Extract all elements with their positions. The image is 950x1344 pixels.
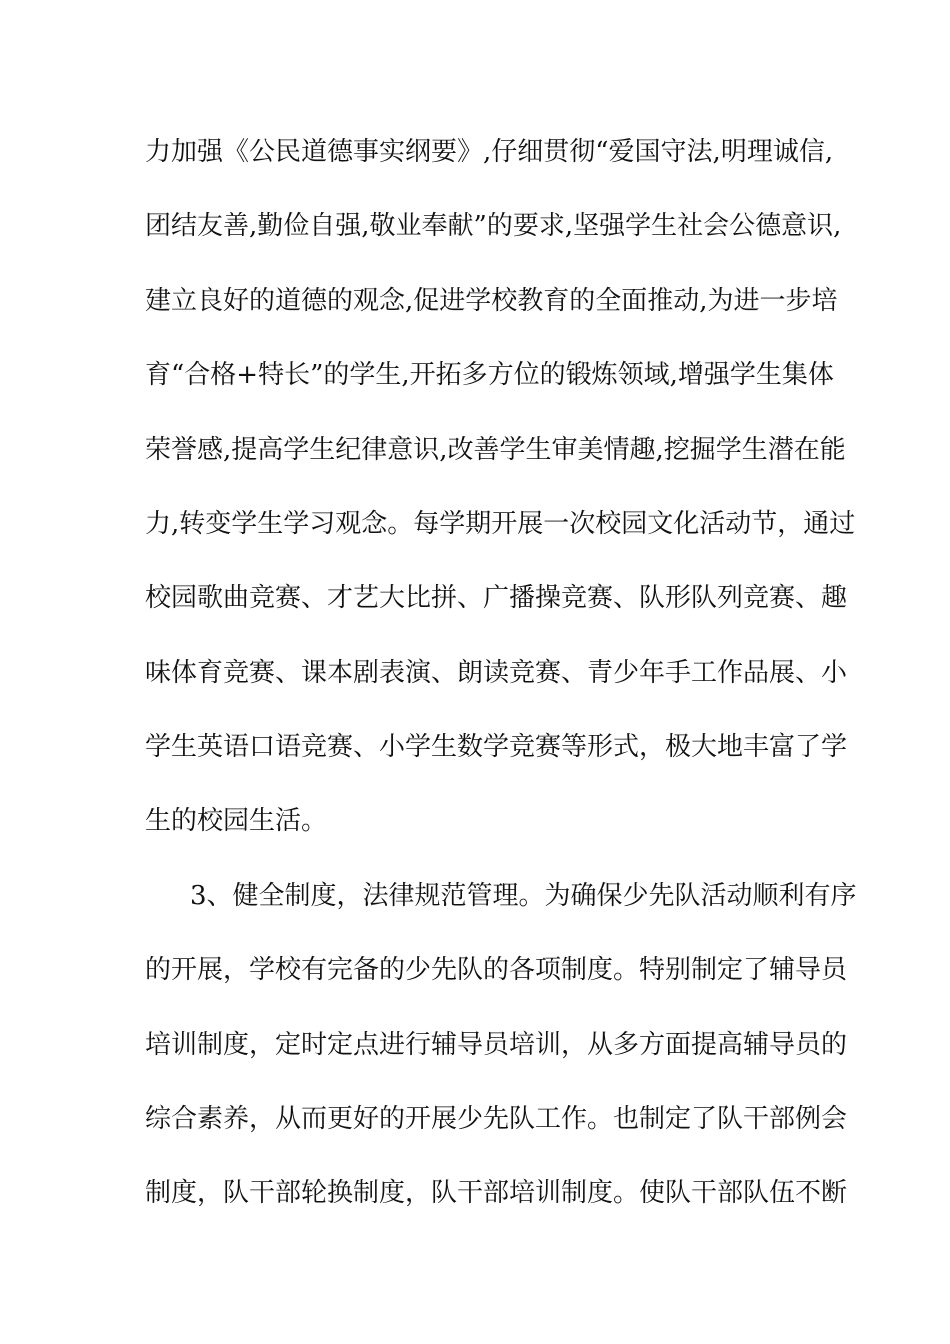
paragraph-1-line-9: 学生英语口语竞赛、小学生数学竞赛等形式，极大地丰富了学	[145, 732, 848, 762]
paragraph-2-line-5: 制度，队干部轮换制度，队干部培训制度。使队干部队伍不断	[145, 1178, 848, 1208]
paragraph-1-line-5: 荣誉感,提高学生纪律意识,改善学生审美情趣,挖掘学生潜在能	[145, 435, 846, 465]
paragraph-1-line-8: 味体育竞赛、课本剧表演、朗读竞赛、青少年手工作品展、小	[145, 658, 848, 688]
paragraph-1-line-2: 团结友善,勤俭自强,敬业奉献”的要求,坚强学生社会公德意识,	[145, 211, 842, 241]
paragraph-2-line-2: 的开展，学校有完备的少先队的各项制度。特别制定了辅导员	[145, 955, 848, 985]
paragraph-1-line-10: 生的校园生活。	[145, 806, 328, 836]
paragraph-1-line-1: 力加强《公民道德事实纲要》,仔细贯彻“爱国守法,明理诚信,	[145, 137, 834, 167]
paragraph-2-line-1: 3、健全制度，法律规范管理。为确保少先队活动顺利有序	[190, 881, 857, 911]
paragraph-2-line-3: 培训制度，定时定点进行辅导员培训，从多方面提高辅导员的	[145, 1030, 848, 1060]
paragraph-1-line-6: 力,转变学生学习观念。每学期开展一次校园文化活动节，通过	[145, 509, 856, 539]
paragraph-1-line-3: 建立良好的道德的观念,促进学校教育的全面推动,为进一步培	[145, 286, 838, 316]
paragraph-1-line-4: 育“合格+特长”的学生,开拓多方位的锻炼领域,增强学生集体	[145, 360, 834, 390]
paragraph-2-line-4: 综合素养，从而更好的开展少先队工作。也制定了队干部例会	[145, 1104, 848, 1134]
paragraph-1-line-7: 校园歌曲竞赛、才艺大比拼、广播操竞赛、队形队列竞赛、趣	[145, 583, 848, 613]
